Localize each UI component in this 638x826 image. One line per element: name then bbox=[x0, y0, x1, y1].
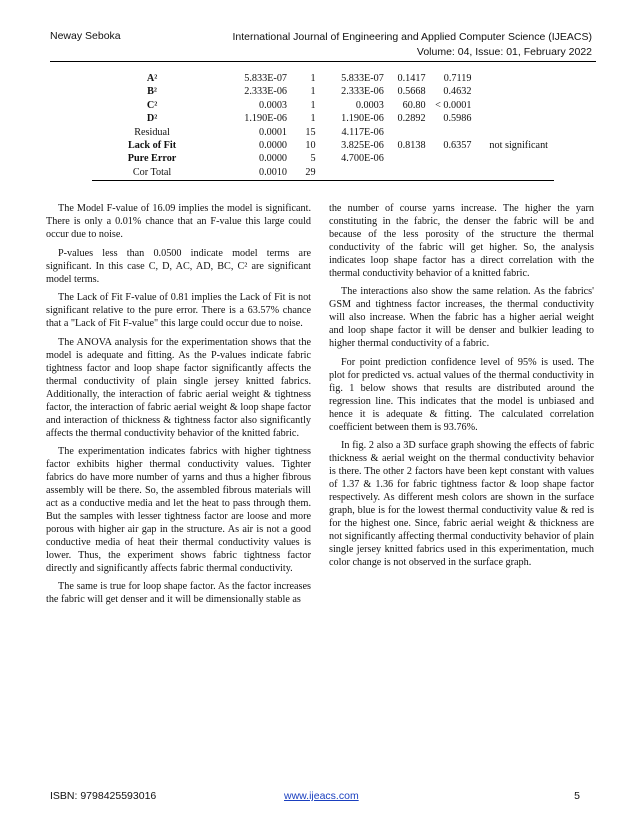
running-header-journal bbox=[232, 30, 592, 59]
table-cell-ms: 0.0003 bbox=[355, 99, 384, 111]
table-cell-note bbox=[473, 85, 550, 98]
footer-isbn: ISBN: 9798425593016 bbox=[50, 790, 157, 802]
table-cell-f: 0.5668 bbox=[397, 86, 426, 98]
table-cell-df: 15 bbox=[305, 126, 316, 138]
table-cell-source: C² bbox=[146, 99, 158, 111]
table-cell-source: Lack of Fit bbox=[128, 140, 177, 152]
table-cell-ss: 2.333E-06 bbox=[244, 86, 288, 98]
table-row bbox=[96, 112, 550, 125]
table-cell-ss: 0.0000 bbox=[259, 140, 288, 152]
table-cell-p: 0.6357 bbox=[443, 140, 472, 152]
table-cell-p: 0.7119 bbox=[443, 73, 472, 84]
table-cell-p bbox=[428, 166, 474, 179]
table-cell-ss: 5.833E-07 bbox=[244, 73, 288, 84]
table-cell-df: 1 bbox=[310, 113, 316, 125]
table-cell-f bbox=[386, 166, 428, 179]
table-cell-p bbox=[428, 152, 474, 165]
table-cell-ms bbox=[318, 166, 386, 179]
table-cell-source: Pure Error bbox=[127, 153, 177, 165]
journal-volume: Volume: 04, Issue: 01, February 2022 bbox=[416, 45, 592, 58]
table-cell-df: 5 bbox=[310, 153, 316, 165]
table-cell-ms: 3.825E-06 bbox=[341, 140, 384, 152]
table-row bbox=[96, 126, 550, 139]
left-column bbox=[46, 203, 311, 613]
table-cell-note bbox=[473, 126, 550, 139]
table-cell-ms: 5.833E-07 bbox=[341, 73, 384, 84]
paragraph: The Model F-value of 16.09 implies the model is significant. There is only a 0.01% chance that an F-value this large could occur due to noise. bbox=[46, 203, 311, 240]
running-header-author: Neway Seboka bbox=[50, 30, 121, 42]
table-cell-source: D² bbox=[146, 113, 158, 125]
paragraph: In fig. 2 also a 3D surface graph showing the effects of fabric thickness & aerial weight on the thermal conductivity behavior is there. The other 2 factors have been kept constant with values of 1.37 & 1.36 for fabric tightness factor & loop shape factor respectively. As different mesh colors are shown in the surface graph, blue is for the lowest thermal conductivity value & red is for the highest one. Since, fabric aerial weight & thickness are not significantly affecting thermal conductivity behavior of plain single jersey knitted fabrics used in this experimentation, much color change is not observed in the surface graph. bbox=[329, 440, 594, 568]
paragraph: The ANOVA analysis for the experimentation shows that the model is adequate and fitting. As the P-values indicate fabric tightness factor and loop shape factor significantly affects the thermal conductivity of plain single jersey knitted fabrics. Additionally, the interaction of fabric aerial weight & tightness factor, the interaction of fabric aerial weight & loop shape factor and interaction of thickness & tightness factor also significantly affects the thermal conductivity behavior of the knitted fabric. bbox=[46, 337, 311, 439]
anova-table bbox=[96, 72, 550, 179]
table-cell-source: Residual bbox=[134, 126, 170, 138]
table-cell-source: A² bbox=[146, 73, 158, 84]
table-cell-f bbox=[386, 152, 428, 165]
table-cell-df: 10 bbox=[305, 140, 316, 152]
paragraph: The interactions also show the same relation. As the fabrics' GSM and tightness factor increases, the thermal conductivity will also increase. When the fabric has a higher aerial weight and loop shape factor it will be denser and bulkier leading to higher thermal conductivity of a fabric. bbox=[329, 286, 594, 350]
paragraph: P-values less than 0.0500 indicate model terms are significant. In this case C, D, AC, AD, BC, C² are significant model terms. bbox=[46, 247, 311, 285]
table-cell-source: Cor Total bbox=[132, 166, 172, 178]
table-cell-p bbox=[428, 126, 474, 139]
table-cell-ms: 4.700E-06 bbox=[341, 153, 384, 165]
table-row bbox=[96, 152, 550, 165]
header-rule bbox=[50, 61, 596, 62]
table-cell-ss: 0.0003 bbox=[259, 99, 288, 111]
paragraph: The same is true for loop shape factor. As the factor increases the fabric will get denser and it will be dimensionally stable as bbox=[46, 581, 311, 606]
paragraph: The experimentation indicates fabrics with higher tightness factor exhibits higher thermal conductivity values. Tighter fabrics do have more number of yarns and thus a higher fibrous assembly will be there. So, the assembled fibrous materials will act as a conductive media and let the heat to pass through them. But the samples with lesser tightness factor are loose and more porous with higher air gap in the structure. As air is not a good conductive media of heat their thermal conductivity values is lower. Thus, the experiment shows fabric tightness factor directly and significantly affects fabric thermal conductivity. bbox=[46, 446, 311, 574]
table-cell-p: < 0.0001 bbox=[435, 99, 472, 111]
table-row bbox=[96, 166, 550, 179]
table-cell-source: B² bbox=[147, 86, 157, 98]
anova-table-body bbox=[96, 72, 550, 179]
table-row bbox=[96, 139, 550, 152]
table-row bbox=[96, 72, 550, 85]
table-cell-note bbox=[473, 72, 550, 85]
table-cell-f bbox=[386, 126, 428, 139]
table-cell-note bbox=[473, 166, 550, 179]
footer-website-link[interactable]: www.ijeacs.com bbox=[284, 790, 359, 802]
table-cell-note bbox=[473, 152, 550, 165]
table-cell-df: 1 bbox=[310, 73, 316, 84]
right-column bbox=[329, 203, 594, 575]
table-cell-df: 1 bbox=[310, 99, 316, 111]
table-cell-df: 29 bbox=[305, 166, 316, 178]
page-number: 5 bbox=[574, 790, 580, 802]
table-cell-ss: 1.190E-06 bbox=[244, 113, 288, 125]
paragraph: The Lack of Fit F-value of 0.81 implies the Lack of Fit is not significant relative to the pure error. There is a 63.57% chance that a "Lack of Fit F-value" this large could occur due to noise. bbox=[46, 292, 311, 330]
table-cell-f: 0.2892 bbox=[397, 113, 426, 125]
table-cell-f: 0.8138 bbox=[397, 140, 426, 152]
journal-title: International Journal of Engineering and Applied Computer Science (IJEACS) bbox=[232, 31, 592, 43]
table-cell-ss: 0.0001 bbox=[259, 126, 288, 138]
table-bottom-rule bbox=[92, 180, 554, 181]
table-cell-ss: 0.0010 bbox=[259, 166, 288, 178]
table-cell-ms: 2.333E-06 bbox=[341, 86, 384, 98]
table-cell-df: 1 bbox=[310, 86, 316, 98]
table-cell-note bbox=[473, 99, 550, 112]
table-cell-ms: 4.117E-06 bbox=[341, 126, 384, 138]
table-cell-p: 0.4632 bbox=[443, 86, 472, 98]
table-row bbox=[96, 99, 550, 112]
table-cell-f: 0.1417 bbox=[397, 73, 426, 84]
table-cell-note: not significant bbox=[489, 140, 548, 152]
paragraph: For point prediction confidence level of 95% is used. The plot for predicted vs. actual values of the thermal conductivity in fig. 1 below shows that results are distributed around the regression line. This indicates that the model is unbiased and hence it is adequate & fitting. The calculated correlation coefficient between them is 93.76%. bbox=[329, 356, 594, 433]
table-cell-ms: 1.190E-06 bbox=[341, 113, 384, 125]
table-cell-p: 0.5986 bbox=[443, 113, 472, 125]
paragraph-continued: the number of course yarns increase. The higher the yarn constituting in the fabric, the denser the fabric will be and because of the less porosity of the structure the thermal conductivity of the fabric will get higher. So, the analysis indicates loop shape factor has a direct correlation with the thermal conductivity behavior of a knitted fabric. bbox=[329, 203, 594, 279]
table-row bbox=[96, 85, 550, 98]
table-cell-f: 60.80 bbox=[402, 99, 426, 111]
table-cell-ss: 0.0000 bbox=[259, 153, 288, 165]
table-cell-note bbox=[473, 112, 550, 125]
